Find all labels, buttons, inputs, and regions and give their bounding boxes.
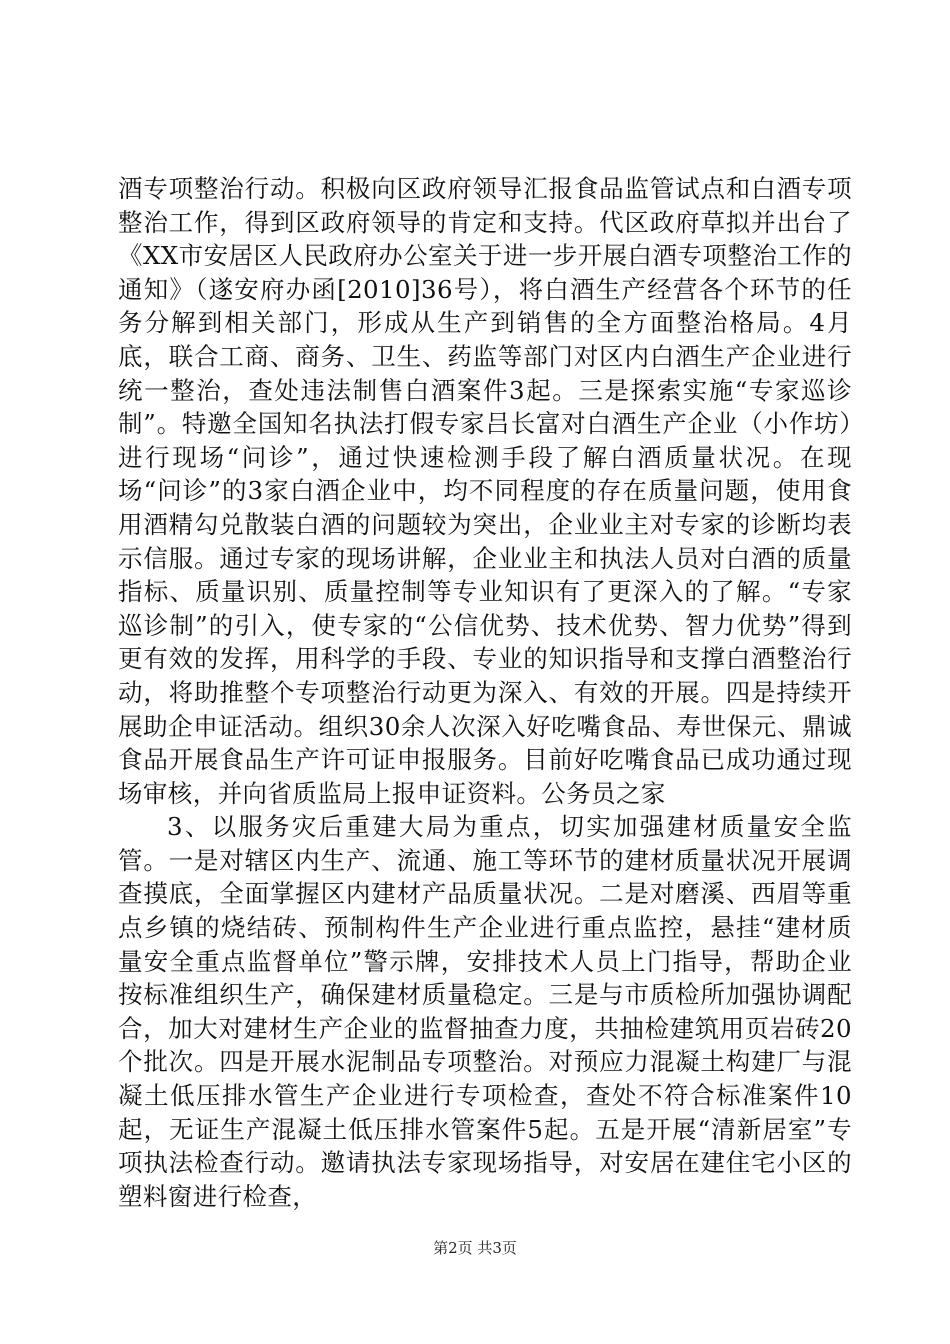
paragraph-1: 酒专项整治行动。积极向区政府领导汇报食品监管试点和白酒专项整治工作，得到区政府领导的肯定和支持。代区政府草拟并出台了《XX市安居区人民政府办公室关于进一步开展白酒专项整治工作的通知》（遂安府办函[2010]36号），将白酒生产经营各个环节的任务分解到相关部门，形成从生产到销售的全方面整治格局。4月底，联合工商、商务、卫生、药监等部门对区内白酒生产企业进行统一整治，查处违法制售白酒案件3起。三是探索实施“专家巡诊制”。特邀全国知名执法打假专家吕长富对白酒生产企业（小作坊）进行现场“问诊”，通过快速检测手段了解白酒质量状况。在现场“问诊”的3家白酒企业中，均不同程度的存在质量问题，使用食用酒精勾兑散装白酒的问题较为突出，企业业主对专家的诊断均表示信服。通过专家的现场讲解，企业业主和执法人员对白酒的质量指标、质量识别、质量控制等专业知识有了更深入的了解。“专家巡诊制”的引入，使专家的“公信优势、技术优势、智力优势”得到更有效的发挥，用科学的手段、专业的知识指导和支撑白酒整治行动，将助推整个专项整治行动更为深入、有效的开展。四是持续开展助企申证活动。组织30余人次深入好吃嘴食品、寿世保元、鼎诚食品开展食品生产许可证申报服务。目前好吃嘴食品已成功通过现场审核，并向省质监局上报申证资料。公务员之家 <box>118 174 852 808</box>
paragraph-2: 3、以服务灾后重建大局为重点，切实加强建材质量安全监管。一是对辖区内生产、流通、施工等环节的建材质量状况开展调查摸底，全面掌握区内建材产品质量状况。二是对磨溪、西眉等重点乡镇的烧结砖、预制构件生产企业进行重点监控，悬挂“建材质量安全重点监督单位”警示牌，安排技术人员上门指导，帮助企业按标准组织生产，确保建材质量稳定。三是与市质检所加强协调配合，加大对建材生产企业的监督抽查力度，共抽检建筑用页岩砖20个批次。四是开展水泥制品专项整治。对预应力混凝土构建厂与混凝土低压排水管生产企业进行专项检查，查处不符合标准案件10起，无证生产混凝土低压排水管案件5起。五是开展“清新居室”专项执法检查行动。邀请执法专家现场指导，对安居在建住宅小区的塑料窗进行检查， <box>118 812 852 1211</box>
page-footer: 第2页 共3页 <box>433 1239 517 1257</box>
document-body <box>118 172 852 1213</box>
